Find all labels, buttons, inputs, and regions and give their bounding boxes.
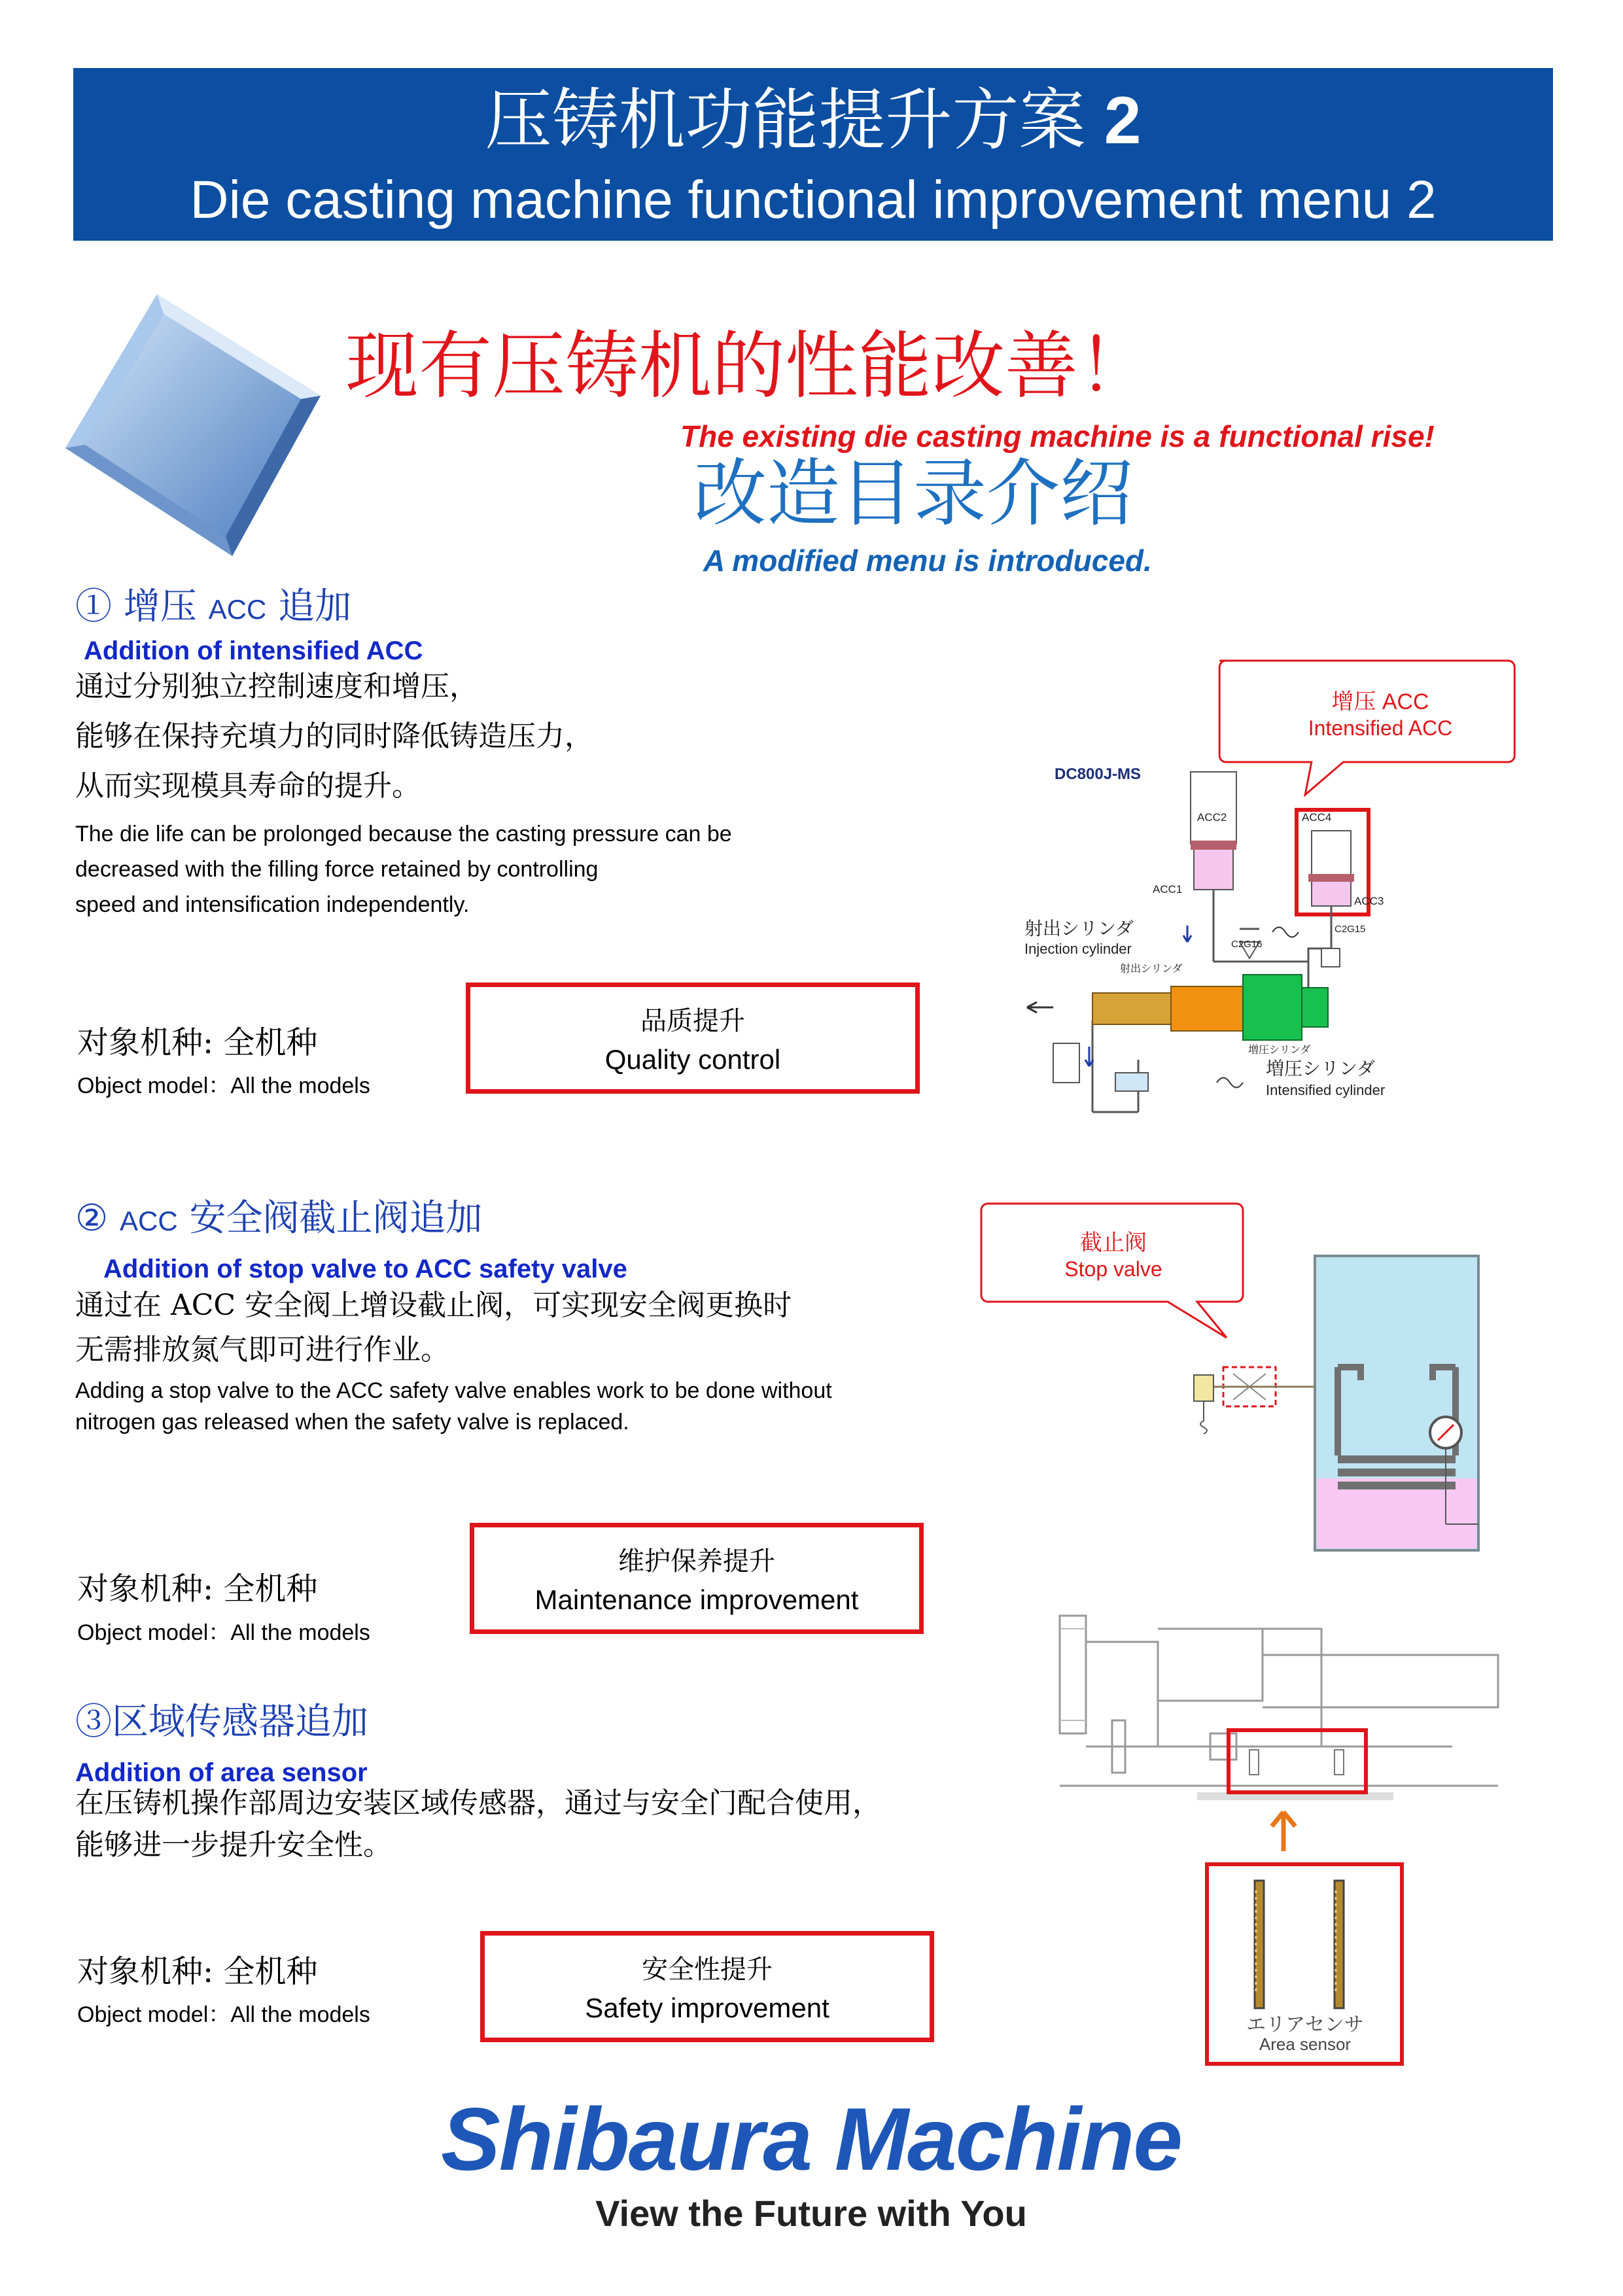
section-3-body-cn-line: 在压铸机操作部周边安装区域传感器，通过与安全门配合使用，	[75, 1786, 881, 1820]
section-1-body-cn-line: 从而实现模具寿命的提升。	[75, 769, 421, 803]
section-1-body-en-line: decreased with the filling force retained by controlling	[75, 857, 599, 882]
section-3-subtitle: Addition of area sensor	[75, 1758, 368, 1787]
section-3-benefit-box	[480, 1931, 934, 2042]
section-2-body-en	[75, 1375, 832, 1438]
diagram-1-injection-jp: 射出シリンダ	[1024, 918, 1134, 939]
logo-tagline: View the Future with You	[595, 2193, 1027, 2234]
bevel-square-icon	[59, 288, 334, 563]
section-2-benefit-cn: 维护保养提升	[618, 1547, 775, 1576]
diagram-1-injection-jp-small: 射出シリンダ	[1120, 964, 1183, 975]
section-1-model-en: Object model：All the models	[77, 1073, 370, 1098]
diagram-1-c2g16: C2G16	[1231, 939, 1263, 950]
section-1-title	[75, 584, 351, 633]
diagram-1-intensified-jp-small: 増圧シリンダ	[1248, 1045, 1311, 1056]
section-2-body-cn-line: 通过在 ACC 安全阀上增设截止阀，可实现安全阀更换时	[75, 1289, 792, 1322]
diagram-1-intensified-en: Intensified cylinder	[1266, 1082, 1386, 1098]
section-3-benefit-en: Safety improvement	[585, 1992, 829, 2023]
diagram-1-callout-en: Intensified ACC	[1308, 716, 1453, 740]
section-2-body-en-line: Adding a stop valve to the ACC safety valve enables work to be done without	[75, 1378, 832, 1403]
section-3-title: ③区域传感器追加	[75, 1701, 368, 1743]
diagram-1-callout-cn: 增压 ACC	[1331, 689, 1429, 714]
section-2-benefit-box	[470, 1523, 924, 1634]
diagram-1-intensified-jp: 増圧シリンダ	[1266, 1058, 1375, 1079]
section-2-body-en-line: nitrogen gas released when the safety valve is replaced.	[75, 1410, 629, 1435]
section-1-benefit-cn: 品质提升	[640, 1007, 745, 1035]
diagram-1-model: DC800J-MS	[1055, 765, 1142, 783]
headline-en-2: A modified menu is introduced.	[703, 544, 1152, 578]
section-2-body-cn	[75, 1283, 792, 1372]
section-2-subtitle: Addition of stop valve to ACC safety valve	[103, 1255, 627, 1283]
company-logo	[399, 2090, 1223, 2235]
section-1-body-en	[75, 816, 732, 922]
section-3-model-en: Object model：All the models	[77, 2002, 370, 2027]
section-1-body-en-line: The die life can be prolonged because the casting pressure can be	[75, 822, 732, 846]
diagram-1-c2g15: C2G15	[1335, 924, 1366, 935]
section-1-body-en-line: speed and intensification independently.	[75, 892, 470, 917]
header-title-cn-text: 压铸机功能提升方案	[485, 83, 1086, 158]
header-title-cn	[73, 81, 1553, 160]
section-3-body-cn-line: 能够进一步提升安全性。	[75, 1828, 392, 1862]
diagram-1-acc3: ACC3	[1354, 895, 1384, 907]
area-sensor-diagram	[1047, 1603, 1505, 2074]
section-1-body-cn	[75, 662, 593, 811]
diagram-2-callout-en: Stop valve	[1064, 1257, 1162, 1281]
section-2-title-acc: ACC	[120, 1206, 178, 1236]
section-1-subtitle: Addition of intensified ACC	[84, 636, 423, 665]
section-1-benefit-en: Quality control	[604, 1044, 781, 1075]
section-3-model-cn: 对象机种: 全机种	[77, 1953, 318, 1990]
section-2-title	[75, 1196, 483, 1244]
section-2-model-en: Object model：All the models	[77, 1620, 370, 1645]
diagram-1-injection-en: Injection cylinder	[1024, 941, 1132, 957]
headline-cn-1: 现有压铸机的性能改善！	[345, 324, 1151, 409]
headline-en-1: The existing die casting machine is a functional rise!	[680, 419, 1435, 453]
section-1-benefit-box	[466, 983, 920, 1094]
diagram-3-label-en: Area sensor	[1259, 2034, 1352, 2054]
section-3-benefit-cn: 安全性提升	[642, 1955, 773, 1984]
section-2-title-suffix: 安全阀截止阀追加	[189, 1197, 483, 1240]
diagram-1-acc2: ACC2	[1197, 811, 1227, 824]
diagram-3-label-jp: エリアセンサ	[1246, 2014, 1364, 2036]
section-1-title-suffix: 追加	[278, 585, 352, 628]
section-1-title-prefix: ① 增压	[75, 585, 197, 628]
diagram-1-acc4: ACC4	[1302, 811, 1332, 824]
headline-cn-2: 改造目录介绍	[693, 453, 1133, 534]
diagram-2-callout-cn: 截止阀	[1080, 1230, 1147, 1255]
section-1-title-acc: ACC	[208, 594, 267, 625]
section-3-body-cn	[75, 1783, 881, 1866]
section-2-model-cn: 对象机种: 全机种	[77, 1571, 318, 1607]
section-2-title-prefix: ②	[75, 1197, 120, 1240]
section-2-benefit-en: Maintenance improvement	[534, 1584, 859, 1615]
header-title-en: Die casting machine functional improvement menu 2	[190, 170, 1437, 230]
diagram-1-acc1: ACC1	[1153, 883, 1183, 896]
section-1-model-cn: 对象机种: 全机种	[77, 1024, 318, 1061]
logo-name: Shibaura Machine	[441, 2089, 1181, 2189]
section-1-body-cn-line: 通过分别独立控制速度和增压，	[75, 670, 478, 703]
section-1-body-cn-line: 能够在保持充填力的同时降低铸造压力，	[75, 720, 593, 753]
section-2-body-cn-line: 无需排放氮气即可进行作业。	[75, 1333, 449, 1366]
header-banner	[73, 68, 1553, 241]
header-title-number: 2	[1104, 83, 1142, 158]
